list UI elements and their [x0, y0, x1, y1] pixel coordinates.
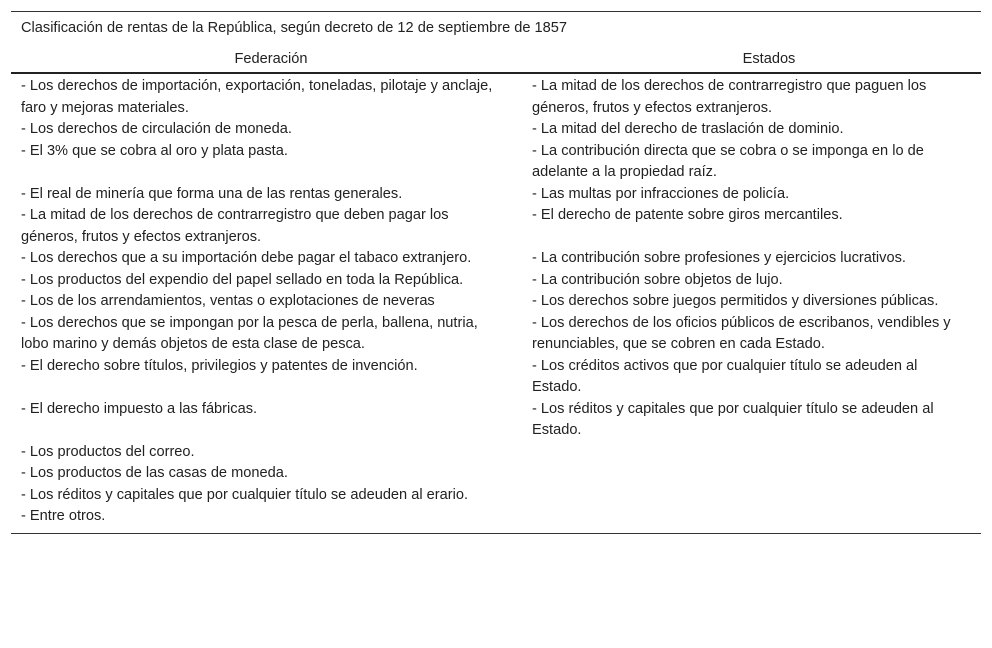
- cell-federacion: - Los derechos de importación, exportación, toneladas, pilotaje y anclaje, faro y mejoras materiales.: [21, 78, 493, 116]
- table-row: [11, 399, 981, 442]
- table-body: [11, 76, 981, 528]
- cell-estados: - La mitad de los derechos de contrarregistro que paguen los géneros, frutos y efectos extranjeros.: [532, 78, 927, 116]
- cell-estados: - Los réditos y capitales que por cualquier título se adeuden al Estado.: [532, 400, 934, 438]
- table-row: [11, 313, 981, 356]
- cell-federacion: - El real de minería que forma una de las rentas generales.: [21, 185, 403, 202]
- cell-estados: - La mitad del derecho de traslación de dominio.: [532, 121, 844, 137]
- cell-federacion: - La mitad de los derechos de contrarregistro que deben pagar los géneros, frutos y efectos extranjeros.: [21, 207, 449, 245]
- table-row: [11, 356, 981, 399]
- table-row: [11, 291, 981, 313]
- table-row: [11, 205, 981, 248]
- table-row: [11, 248, 981, 270]
- cell-federacion: - Los réditos y capitales que por cualquier título se adeuden al erario.: [21, 486, 468, 503]
- cell-federacion: - El derecho sobre títulos, privilegios y patentes de invención.: [21, 357, 418, 374]
- cell-estados: - Las multas por infracciones de policía.: [532, 185, 790, 202]
- cell-estados: - Los créditos activos que por cualquier título se adeuden al Estado.: [532, 357, 918, 395]
- cell-estados: - Los derechos sobre juegos permitidos y diversiones públicas.: [532, 293, 939, 309]
- table-row: [11, 463, 981, 485]
- cell-federacion: - Los productos del expendio del papel sellado en toda la República.: [21, 271, 464, 288]
- cell-federacion: - Los de los arrendamientos, ventas o explotaciones de neveras: [21, 293, 435, 309]
- table-row: [11, 184, 981, 206]
- cell-federacion: - El 3% que se cobra al oro y plata pasta.: [21, 142, 288, 159]
- cell-federacion: - Los productos del correo.: [21, 443, 195, 460]
- cell-federacion: - Los derechos que a su importación debe pagar el tabaco extranjero.: [21, 250, 472, 266]
- cell-federacion: - Los derechos de circulación de moneda.: [21, 121, 292, 137]
- table-row: [11, 442, 981, 464]
- cell-federacion: - Los productos de las casas de moneda.: [21, 465, 288, 481]
- table-row: [11, 141, 981, 184]
- cell-estados: - Los derechos de los oficios públicos de escribanos, vendibles y renunciables, que se cobren en cada Estado.: [532, 314, 951, 352]
- cell-estados: - La contribución sobre objetos de lujo.: [532, 271, 783, 288]
- table-row: [11, 119, 981, 141]
- cell-federacion: - Los derechos que se impongan por la pesca de perla, ballena, nutria, lobo marino y demás objetos de esta clase de pesca.: [21, 314, 478, 352]
- cell-federacion: - El derecho impuesto a las fábricas.: [21, 400, 258, 417]
- cell-estados: - La contribución directa que se cobra o se imponga en lo de adelante a la propiedad raíz.: [532, 142, 924, 180]
- table-row: [11, 506, 981, 528]
- table-row: [11, 76, 981, 119]
- table-row: [11, 485, 981, 507]
- table-row: [11, 270, 981, 292]
- header-estados: Estados: [742, 51, 796, 67]
- cell-estados: - El derecho de patente sobre giros mercantiles.: [532, 207, 843, 223]
- rentas-table: [11, 11, 981, 534]
- cell-federacion: - Entre otros.: [21, 508, 106, 524]
- table-header-row: [11, 44, 981, 74]
- header-federacion: Federación: [234, 51, 308, 67]
- cell-estados: - La contribución sobre profesiones y ejercicios lucrativos.: [532, 250, 906, 266]
- table-caption: Clasificación de rentas de la República, según decreto de 12 de septiembre de 1857: [21, 20, 567, 36]
